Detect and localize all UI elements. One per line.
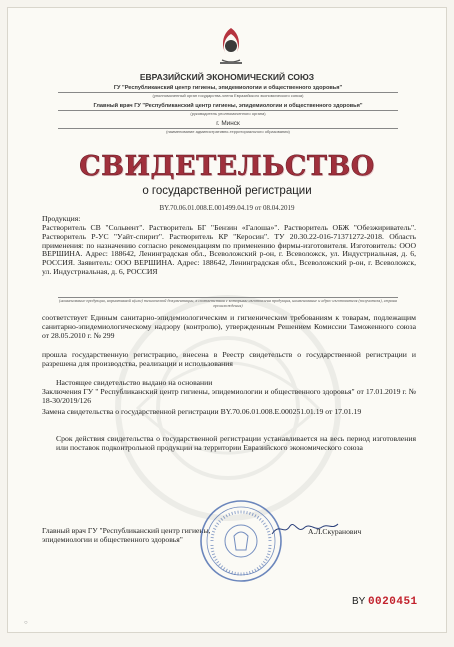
validity-text: Срок действия свидетельства о государственной регистрации устанавливается на весь период изготовления или поставок подконтрольной продукции на территории Евразийского экономического союза — [56, 434, 416, 452]
products-text: Растворитель СВ "Сольвент". Растворитель БГ "Бензин «Галоша»". Растворитель ОБЖ "Обезжириватель". Растворитель Р-УС "Уайт-спирит". Растворитель КР "Керосин". ТУ 20.30.22-016-71371272-2018. Область применения: по назначению согласно рекомендациям по применению фирмы-изготовителя. Изготовитель: ООО ВЕРШИНА. Адрес: 188642, Ленинградская обл., Всеволожский р-он, г. Всеволожск, ул. Индустриальная, д. 6, РОССИЯ. Заявитель: ООО ВЕРШИНА. Адрес: 188642, Ленинградская обл., Всеволожский р-он, г. Всеволожск, ул. Индустриальная, д. 6, РОССИЯ — [42, 223, 416, 276]
compliance-text: соответствует Единым санитарно-эпидемиологическим и гигиеническим требованиям к товарам, подлежащим санитарно-эпидемиологическому надзору (контролю), утвержденным Решением Комиссии Таможенного союза от 28.05.2010 г. № 299 — [42, 313, 416, 340]
union-name: ЕВРАЗИЙСКИЙ ЭКОНОМИЧЕСКИЙ СОЮЗ — [139, 72, 315, 82]
official-caption: (руководитель уполномоченного органа) — [58, 110, 398, 116]
registration-text: прошла государственную регистрацию, внесена в Реестр свидетельств о государственной регистрации и разрешена для производства, реализации и использования — [42, 350, 416, 368]
serial-number — [352, 596, 418, 608]
products-caption: (наименование продукции, нормативной и(или) технической документации, в соответствии с которыми изготовлена продукция, наименование и адрес изготовителя (получателя), страна происхождения) — [59, 298, 397, 308]
certificate-sheet — [7, 7, 447, 633]
agency-caption: (уполномоченный орган государства-члена Евразийского экономического союза) — [58, 92, 398, 98]
registration-number: BY.70.06.01.008.Е.001499.04.19 от 08.04.2019 — [159, 204, 295, 212]
document-subtitle: о государственной регистрации — [142, 185, 312, 197]
document-title: СВИДЕТЕЛЬСТВО — [79, 151, 375, 182]
signer-name: А.Л.Скуранович — [308, 527, 362, 536]
serial-prefix: BY — [352, 596, 366, 607]
basis-text: Заключения ГУ " Республиканский центр гигиены, эпидемиологии и общественного здоровья" от 17.01.2019 г. № 18-30/2019/126 — [42, 387, 416, 405]
basis-label: Настоящее свидетельство выдано на основании — [56, 378, 213, 387]
corner-mark: ○ — [24, 620, 28, 626]
official-name: Главный врач ГУ "Республиканский центр гигиены, эпидемиологии и общественного здоровья" — [93, 103, 363, 109]
signature-position: Главный врач ГУ "Республиканский центр гигиены, эпидемиологии и общественного здоровья" — [42, 526, 211, 544]
products-label: Продукция: — [42, 214, 81, 223]
serial-digits: 0020451 — [367, 596, 418, 608]
city-name: г. Минск — [216, 120, 240, 127]
agency-name: ГУ "Республиканский центр гигиены, эпидемиологии и общественного здоровья" — [113, 85, 343, 91]
replacement-text: Замена свидетельства о государственной регистрации BY.70.06.01.008.Е.000251.01.19 от 17.01.19 — [42, 407, 362, 416]
city-caption: (наименование административно-территориального образования) — [58, 128, 398, 134]
eaeu-emblem-icon — [218, 26, 244, 66]
official-seal-icon — [198, 498, 284, 584]
